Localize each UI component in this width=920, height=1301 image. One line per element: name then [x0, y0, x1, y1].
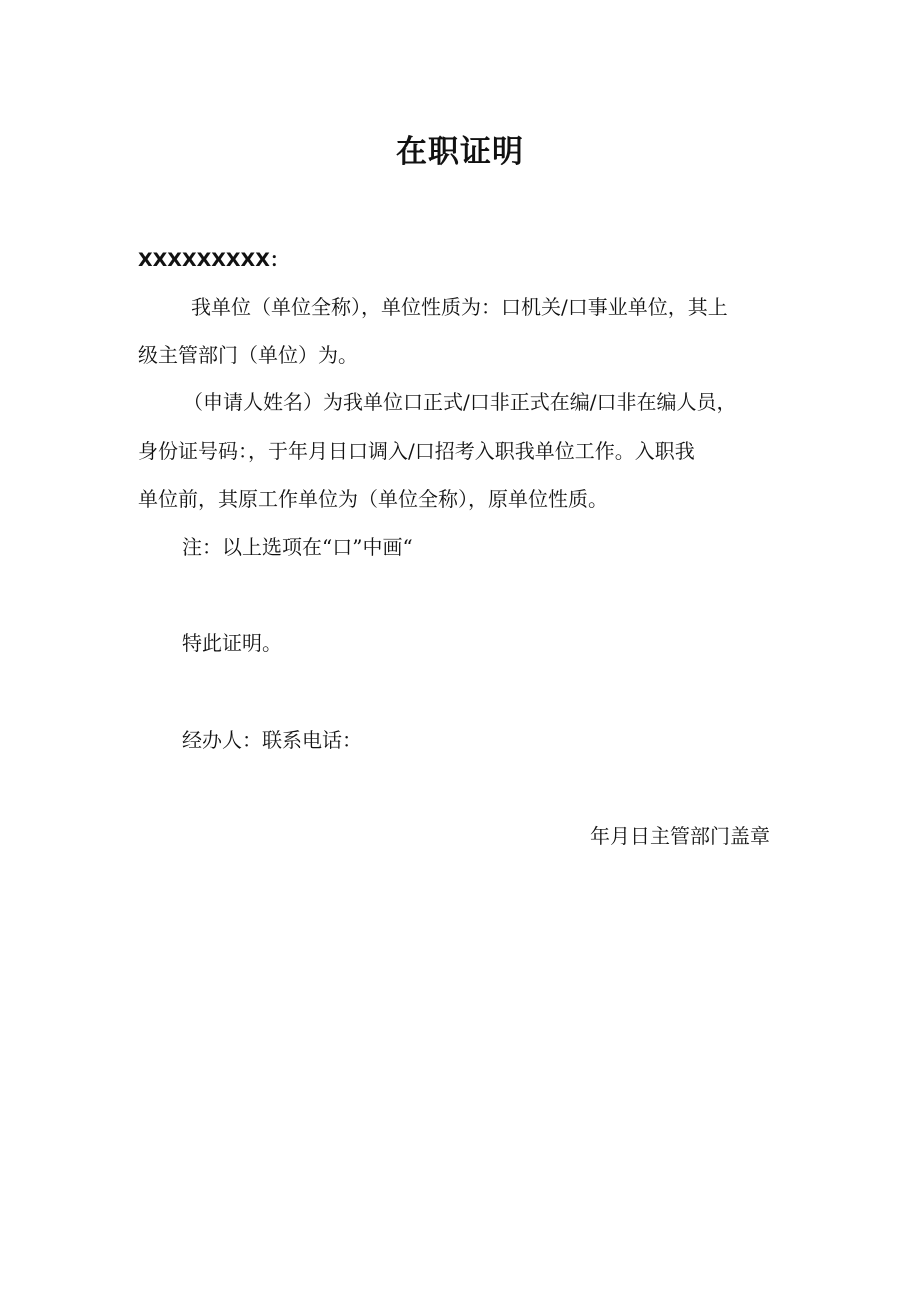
body-line-1: 我单位（单位全称），单位性质为：口机关/口事业单位，其上 — [191, 295, 728, 319]
certification-statement: 特此证明。 — [182, 631, 282, 655]
seal-date-line: 年月日主管部门盖章 — [590, 824, 770, 848]
note-line: 注：以上选项在“口”中画“ — [182, 535, 413, 559]
body-line-2: 级主管部门（单位）为。 — [138, 343, 358, 367]
document-title: 在职证明 — [396, 134, 524, 170]
body-line-3: （申请人姓名）为我单位口正式/口非正式在编/口非在编人员， — [183, 390, 737, 414]
addressee: XXXXXXXXX： — [138, 249, 289, 271]
contact-line: 经办人：联系电话： — [182, 728, 362, 752]
body-line-4: 身份证号码：，于年月日口调入/口招考入职我单位工作。入职我 — [138, 439, 695, 463]
body-line-5: 单位前，其原工作单位为（单位全称），原单位性质。 — [138, 487, 608, 511]
